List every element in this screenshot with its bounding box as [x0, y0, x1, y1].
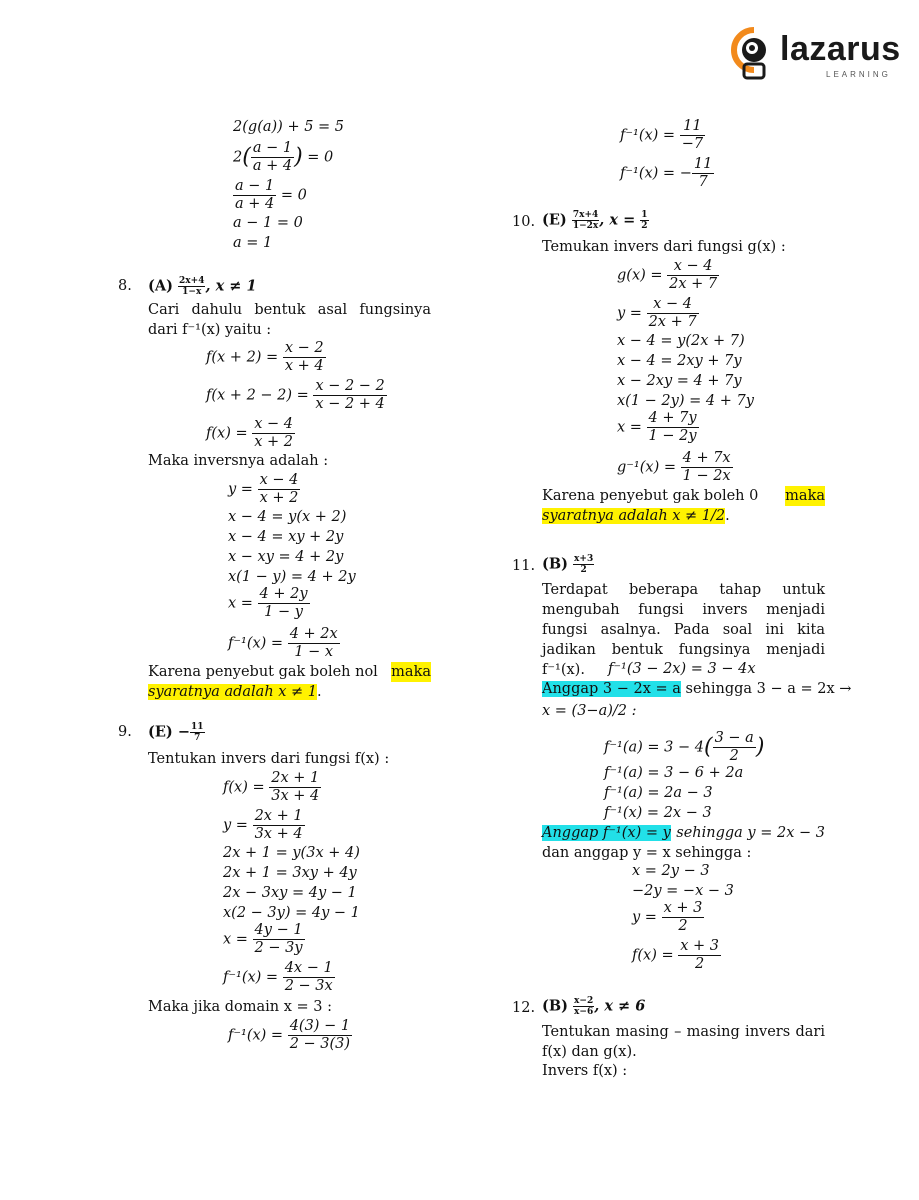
step-line: y = $\frac{2x + 1}{3x + 4}$ — [223, 808, 303, 842]
answer-key: (A) $\frac{2x+4}{1-x}$ , x ≠ 1 — [148, 276, 257, 297]
step-line: x = $\frac{4 + 7y}{1 - 2y}$ — [617, 410, 697, 444]
step-line: 2x + 1 = y(3x + 4) — [223, 845, 360, 861]
step-line: x(2 − 3y) = 4y − 1 — [223, 905, 360, 921]
step-line: x(1 − 2y) = 4 + 7y — [617, 393, 754, 409]
question-intro: Temukan invers dari fungsi g(x) : — [542, 239, 786, 255]
step-line: x − xy = 4 + 2y — [228, 549, 344, 565]
lazarus-logo — [730, 26, 900, 86]
assumption-line: Anggap f⁻¹(x) = y sehingga y = 2x − 3 — [542, 825, 825, 841]
step-line: f⁻¹(x) = − $\frac{11}{7}$ — [620, 156, 713, 190]
conclusion: Karena penyebut gak boleh 0 maka syaratnya adalah x ≠ 1/2. — [542, 488, 825, 524]
step-line: x(1 − y) = 4 + 2y — [228, 569, 356, 585]
step-line: f⁻¹(x) = $\frac{11}{-7}$ — [620, 118, 704, 152]
assumption-line: dan anggap y = x sehingga : — [542, 845, 752, 861]
domain-label: Maka jika domain x = 3 : — [148, 999, 332, 1015]
inverse-label: Maka inversnya adalah : — [148, 453, 329, 469]
answer-key: (E) − $\frac{11}{7}$ — [148, 722, 204, 743]
assumption-line: Anggap 3 − 2x = a sehingga 3 − a = 2x → — [542, 681, 852, 697]
conclusion: Karena penyebut gak boleh nol maka syaratnya adalah x ≠ 1. — [148, 664, 431, 700]
inverse-label: Invers f(x) : — [542, 1063, 628, 1079]
step-line: f⁻¹(a) = 2a − 3 — [604, 785, 713, 801]
question-number: 10. — [512, 214, 536, 230]
step-line: f⁻¹(a) = 3 − 6 + 2a — [604, 765, 744, 781]
step-line: $\frac{a - 1}{a + 4}$ = 0 — [235, 178, 307, 212]
question-intro: Tentukan invers dari fungsi f(x) : — [148, 751, 390, 767]
step-line: x − 2xy = 4 + 7y — [617, 373, 742, 389]
question-number: 11. — [512, 558, 536, 574]
step-line: f(x) = $\frac{2x + 1}{3x + 4}$ — [223, 770, 320, 804]
step-line: x − 4 = y(x + 2) — [228, 509, 347, 525]
step-line: f(x) = $\frac{x - 4}{x + 2}$ — [206, 416, 294, 450]
step-line: 2x + 1 = 3xy + 4y — [223, 865, 357, 881]
step-line: 2(g(a)) + 5 = 5 — [233, 119, 345, 135]
step-line: f⁻¹(x) = 2x − 3 — [604, 805, 712, 821]
question-intro: Tentukan masing – masing invers dari f(x) dan g(x). — [542, 1024, 825, 1060]
step-line: g(x) = $\frac{x - 4}{2x + 7}$ — [617, 258, 718, 292]
step-line: f(x + 2 − 2) = $\frac{x - 2 - 2}{x - 2 + 4}$ — [206, 378, 385, 412]
logo-tagline: LEARNING — [826, 70, 891, 79]
answer-key: (E) $\frac{7x+4}{1-2x}$ , x = $\frac{1}{2}$ — [542, 210, 648, 231]
step-line: −2y = −x − 3 — [632, 883, 734, 899]
step-line: f(x) = $\frac{x + 3}{2}$ — [632, 938, 720, 972]
step-line: y = $\frac{x - 4}{x + 2}$ — [228, 472, 299, 506]
step-line: x − 4 = 2xy + 7y — [617, 353, 742, 369]
step-line: 2( $\frac{a - 1}{a + 4}$ ) = 0 — [233, 140, 334, 174]
step-line: x = $\frac{4 + 2y}{1 - y}$ — [228, 586, 308, 620]
step-line: y = $\frac{x - 4}{2x + 7}$ — [617, 296, 697, 330]
step-line: y = $\frac{x + 3}{2}$ — [632, 900, 703, 934]
step-line: 2x − 3xy = 4y − 1 — [223, 885, 357, 901]
step-line: x − 4 = y(2x + 7) — [617, 333, 745, 349]
question-number: 9. — [118, 724, 132, 740]
step-line: f⁻¹(3 − 2x) = 3 − 4x — [608, 661, 756, 677]
lazarus-mascot-icon — [730, 26, 778, 82]
step-line: a − 1 = 0 — [233, 215, 303, 231]
question-number: 12. — [512, 1000, 536, 1016]
step-line: f⁻¹(x) = $\frac{4(3) - 1}{2 - 3(3)}$ — [228, 1018, 351, 1052]
step-line: g⁻¹(x) = $\frac{4 + 7x}{1 - 2x}$ — [617, 450, 731, 484]
question-intro: Cari dahulu bentuk asal fungsinya dari f⁻¹(x) yaitu : — [148, 302, 431, 338]
step-line: x − 4 = xy + 2y — [228, 529, 344, 545]
step-line: x = $\frac{4y - 1}{2 - 3y}$ — [223, 922, 303, 956]
answer-key: (B) $\frac{x+3}{2}$ — [542, 554, 594, 575]
step-line: a = 1 — [233, 235, 273, 251]
question-number: 8. — [118, 278, 132, 294]
logo-wordmark: lazarus — [780, 30, 901, 68]
step-line: x = (3−a)/2 : — [542, 703, 637, 719]
step-line: f⁻¹(x) = $\frac{4 + 2x}{1 - x}$ — [228, 626, 338, 660]
step-line: x = 2y − 3 — [632, 863, 710, 879]
step-line: f⁻¹(x) = $\frac{4x - 1}{2 - 3x}$ — [223, 960, 333, 994]
step-line: f(x + 2) = $\frac{x - 2}{x + 4}$ — [206, 340, 324, 374]
step-line: f⁻¹(a) = 3 − 4( $\frac{3 - a}{2}$ ) — [604, 730, 765, 764]
answer-key: (B) $\frac{x-2}{x-6}$ , x ≠ 6 — [542, 996, 646, 1017]
question-intro: Terdapat beberapa tahap untuk mengubah fungsi invers menjadi fungsi asalnya. Pada soal ini kita jadikan bentuk fungsinya menjadi f⁻¹(x). — [542, 582, 825, 678]
